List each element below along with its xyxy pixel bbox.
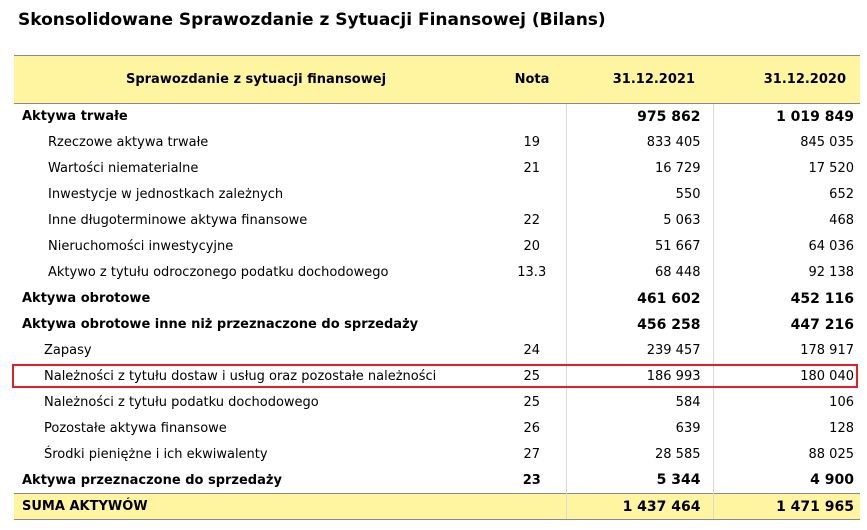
table-row: [14, 338, 860, 364]
row-value-2021: 5 344: [566, 468, 713, 494]
header-year-2021: 31.12.2021: [566, 56, 713, 104]
row-note: [498, 312, 566, 338]
table-row-highlighted: [14, 364, 860, 390]
row-value-2021: 975 862: [566, 104, 713, 130]
row-label: Aktywa trwałe: [22, 109, 128, 125]
row-value-2020: 468: [829, 213, 854, 228]
row-value-2020: 845 035: [800, 135, 854, 150]
table-row: [14, 156, 860, 182]
total-note: [498, 494, 566, 520]
row-label: Należności z tytułu podatku dochodowego: [44, 395, 319, 410]
table-row: [14, 130, 860, 156]
row-value-2021: 456 258: [566, 312, 713, 338]
row-label: Aktywa obrotowe inne niż przeznaczone do sprzedaży: [22, 317, 419, 332]
row-value-2021: 68 448: [566, 260, 713, 286]
balance-sheet-table: [14, 55, 860, 520]
row-label: Inne długoterminowe aktywa finansowe: [48, 213, 308, 228]
table-row: [14, 442, 860, 468]
row-note: 19: [498, 130, 566, 156]
row-value-2020: 652: [829, 187, 854, 202]
table-row: [14, 182, 860, 208]
row-note: 25: [498, 364, 566, 390]
row-value-2021: 639: [566, 416, 713, 442]
row-value-2021: 584: [566, 390, 713, 416]
row-value-2020: 88 025: [808, 447, 854, 462]
row-label: Środki pieniężne i ich ekwiwalenty: [44, 447, 268, 462]
table-row: [14, 416, 860, 442]
page-title: Skonsolidowane Sprawozdanie z Sytuacji Finansowej (Bilans): [18, 10, 606, 30]
table-header-row: [14, 56, 860, 104]
row-value-2020: 4 900: [810, 472, 854, 489]
row-note: 23: [498, 468, 566, 494]
total-label: SUMA AKTYWÓW: [14, 494, 498, 520]
table-row: [14, 234, 860, 260]
table-row-total: [14, 494, 860, 520]
row-note: 21: [498, 156, 566, 182]
row-note: 13.3: [498, 260, 566, 286]
row-value-2020: 452 116: [790, 290, 854, 307]
table-row-aktywa-do-sprzedazy: [14, 468, 860, 494]
row-note: 24: [498, 338, 566, 364]
row-label: Należności z tytułu dostaw i usług oraz pozostałe należności: [44, 369, 437, 384]
total-value-2020: 1 471 965: [713, 494, 860, 520]
row-value-2020: 447 216: [790, 316, 854, 333]
table-row: [14, 390, 860, 416]
table-row-aktywa-obrotowe: [14, 286, 860, 312]
table-row: [14, 260, 860, 286]
row-value-2020: 106: [829, 395, 854, 410]
row-label: Zapasy: [44, 343, 92, 358]
row-value-2021: 51 667: [566, 234, 713, 260]
row-label: Aktywa przeznaczone do sprzedaży: [22, 472, 282, 488]
row-value-2021: 461 602: [566, 286, 713, 312]
row-value-2021: 833 405: [566, 130, 713, 156]
row-value-2020: 178 917: [800, 343, 854, 358]
total-value-2021: 1 437 464: [566, 494, 713, 520]
row-label: Pozostałe aktywa finansowe: [44, 421, 227, 436]
row-label: Inwestycje w jednostkach zależnych: [48, 187, 284, 202]
row-label: Aktywo z tytułu odroczonego podatku dochodowego: [48, 265, 389, 280]
row-label: Wartości niematerialne: [48, 161, 199, 176]
row-value-2021: 550: [566, 182, 713, 208]
row-note: [498, 286, 566, 312]
row-note: 20: [498, 234, 566, 260]
header-note: Nota: [498, 56, 566, 104]
row-value-2021: 239 457: [566, 338, 713, 364]
row-note: 26: [498, 416, 566, 442]
row-value-2020: 17 520: [808, 161, 854, 176]
row-value-2021: 5 063: [566, 208, 713, 234]
row-value-2021: 186 993: [566, 364, 713, 390]
row-value-2021: 16 729: [566, 156, 713, 182]
row-value-2021: 28 585: [566, 442, 713, 468]
row-note: [498, 182, 566, 208]
table-row-aktywa-obrotowe-inne: [14, 312, 860, 338]
row-value-2020: 92 138: [808, 265, 854, 280]
row-note: [498, 104, 566, 130]
row-label: Nieruchomości inwestycyjne: [48, 239, 234, 254]
row-label: Aktywa obrotowe: [22, 291, 151, 306]
header-label: Sprawozdanie z sytuacji finansowej: [14, 56, 498, 104]
row-value-2020: 64 036: [808, 239, 854, 254]
row-value-2020: 1 019 849: [776, 108, 854, 125]
row-label: Rzeczowe aktywa trwałe: [48, 135, 209, 150]
row-note: 27: [498, 442, 566, 468]
table-row: [14, 208, 860, 234]
row-note: 25: [498, 390, 566, 416]
row-note: 22: [498, 208, 566, 234]
row-value-2020: 128: [829, 421, 854, 436]
header-year-2020: 31.12.2020: [713, 56, 860, 104]
row-value-2020: 180 040: [800, 369, 854, 384]
table-row-aktywa-trwale: [14, 104, 860, 130]
